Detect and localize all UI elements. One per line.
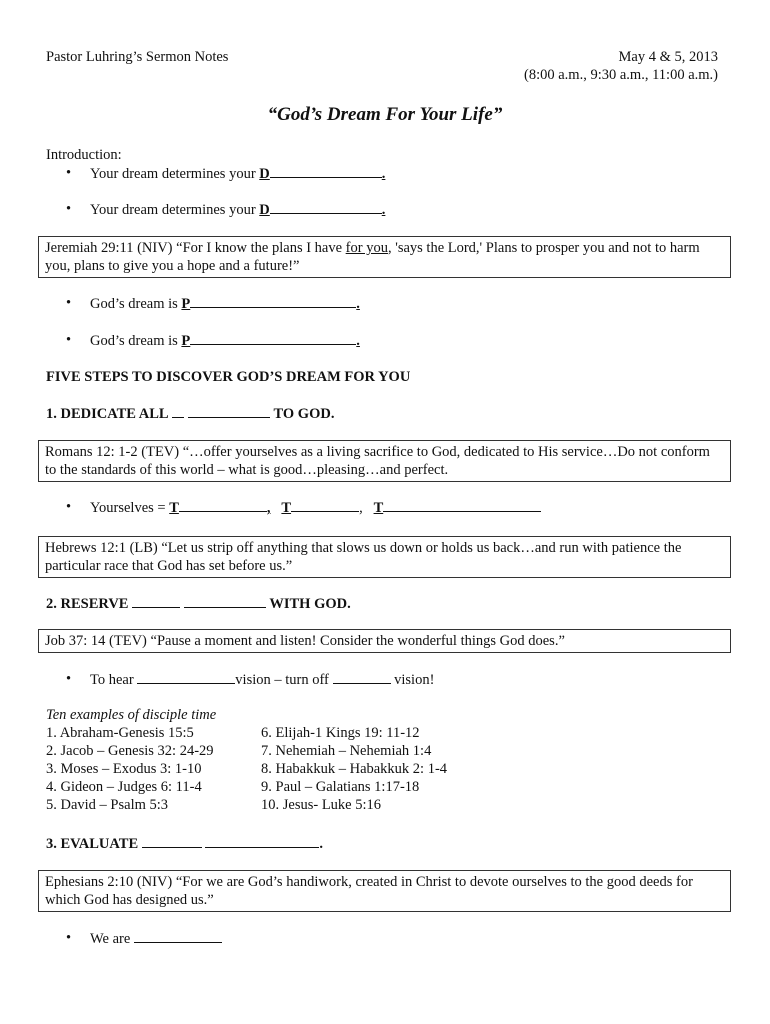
bullet-icon: • <box>66 201 72 217</box>
fill-in-blank <box>383 498 541 512</box>
fill-in-blank <box>291 498 359 512</box>
verse-box-job: Job 37: 14 (TEV) “Pause a moment and listen! Consider the wonderful things God does.” <box>38 629 731 653</box>
fill-in-blank <box>333 670 391 684</box>
header-times: (8:00 a.m., 9:30 a.m., 11:00 a.m.) <box>524 67 718 83</box>
blank-letter: P <box>181 296 191 312</box>
bullet-icon: • <box>66 165 72 181</box>
blank-period: . <box>356 333 360 349</box>
bullet-icon: • <box>66 332 72 348</box>
bullet-icon: • <box>66 671 72 687</box>
example-item: 3. Moses – Exodus 3: 1-10 <box>46 761 202 777</box>
step-2-tail: WITH GOD. <box>269 596 351 612</box>
example-item: 5. David – Psalm 5:3 <box>46 797 169 813</box>
header-date: May 4 & 5, 2013 <box>618 49 718 65</box>
fill-in-blank <box>188 404 270 418</box>
verse-text: Jeremiah 29:11 (NIV) “For I know the plans I have <box>45 240 346 256</box>
example-item: 4. Gideon – Judges 6: 11-4 <box>46 779 202 795</box>
fill-in-blank <box>142 834 202 848</box>
blank-period: . <box>381 202 386 218</box>
examples-heading: Ten examples of disciple time <box>46 707 217 723</box>
fill-in-blank <box>270 164 382 178</box>
hear-mid: vision – turn off <box>235 672 329 688</box>
header-left: Pastor Luhring’s Sermon Notes <box>46 49 229 65</box>
blank-period: . <box>356 296 360 312</box>
step-3-label: 3. EVALUATE <box>46 836 139 852</box>
blank-period: . <box>381 166 386 182</box>
intro-bullet-2-text: Your dream determines your <box>90 202 256 218</box>
fill-in-blank <box>134 929 222 943</box>
fill-in-blank <box>132 594 180 608</box>
example-item: 2. Jacob – Genesis 32: 24-29 <box>46 743 214 759</box>
dream-bullet-1-text: God’s dream is <box>90 296 178 312</box>
fill-in-blank <box>184 594 266 608</box>
step-2-line <box>46 594 351 613</box>
yourselves-label: Yourselves = <box>90 500 166 516</box>
verse-box-hebrews: Hebrews 12:1 (LB) “Let us strip off anything that slows us down or holds us back…and run with patience the particular race that God has set before us.” <box>38 536 731 578</box>
example-item: 6. Elijah-1 Kings 19: 11-12 <box>261 725 420 741</box>
step-1-label: 1. DEDICATE ALL <box>46 406 169 422</box>
verse-text: , 'says the Lord,' Plans to prosper you and not to harm you, plans to give you a hope and a future!” <box>45 240 700 274</box>
fill-in-blank <box>190 331 356 345</box>
blank-letter: T <box>169 500 179 516</box>
blank-letter: D <box>259 166 270 182</box>
example-item: 10. Jesus- Luke 5:16 <box>261 797 382 813</box>
example-item: 9. Paul – Galatians 1:17-18 <box>261 779 420 795</box>
blank-letter: T <box>373 500 384 516</box>
blank-comma: , <box>359 500 363 516</box>
fill-in-blank <box>179 498 267 512</box>
fill-in-blank <box>172 404 184 418</box>
section-heading: FIVE STEPS TO DISCOVER GOD’S DREAM FOR YOU <box>46 369 411 385</box>
step-2-label: 2. RESERVE <box>46 596 129 612</box>
step-1-tail: TO GOD. <box>273 406 335 422</box>
intro-bullet-1-text: Your dream determines your <box>90 166 256 182</box>
fill-in-blank <box>270 200 382 214</box>
blank-letter: D <box>259 202 270 218</box>
dream-bullet-2-text: God’s dream is <box>90 333 178 349</box>
verse-box-romans: Romans 12: 1-2 (TEV) “…offer yourselves as a living sacrifice to God, dedicated to His service…Do not conform to the standards of this world – what is good…pleasing…and perfect. <box>38 440 731 482</box>
verse-underlined: for you <box>345 240 388 256</box>
fill-in-blank <box>137 670 235 684</box>
we-are-text: We are <box>90 931 131 947</box>
example-item: 8. Habakkuk – Habakkuk 2: 1-4 <box>261 761 448 777</box>
step-1-line <box>46 404 334 423</box>
example-item: 1. Abraham-Genesis 15:5 <box>46 725 194 741</box>
bullet-icon: • <box>66 295 72 311</box>
examples-left-column <box>46 724 214 814</box>
step-3-tail: . <box>319 836 324 852</box>
intro-label: Introduction: <box>46 147 122 163</box>
examples-right-column <box>261 724 447 814</box>
verse-box-jeremiah <box>38 236 731 278</box>
example-item: 7. Nehemiah – Nehemiah 1:4 <box>261 743 432 759</box>
hear-post: vision! <box>394 672 435 688</box>
hear-pre: To hear <box>90 672 134 688</box>
verse-box-ephesians: Ephesians 2:10 (NIV) “For we are God’s handiwork, created in Christ to devote ourselves to the good deeds for which God has designed us.” <box>38 870 731 912</box>
fill-in-blank <box>205 834 319 848</box>
step-3-line <box>46 834 323 853</box>
page-title: “God’s Dream For Your Life” <box>267 104 503 125</box>
blank-comma: , <box>266 500 271 516</box>
blank-letter: P <box>181 333 191 349</box>
bullet-icon: • <box>66 499 72 515</box>
fill-in-blank <box>190 294 356 308</box>
bullet-icon: • <box>66 930 72 946</box>
blank-letter: T <box>281 500 292 516</box>
